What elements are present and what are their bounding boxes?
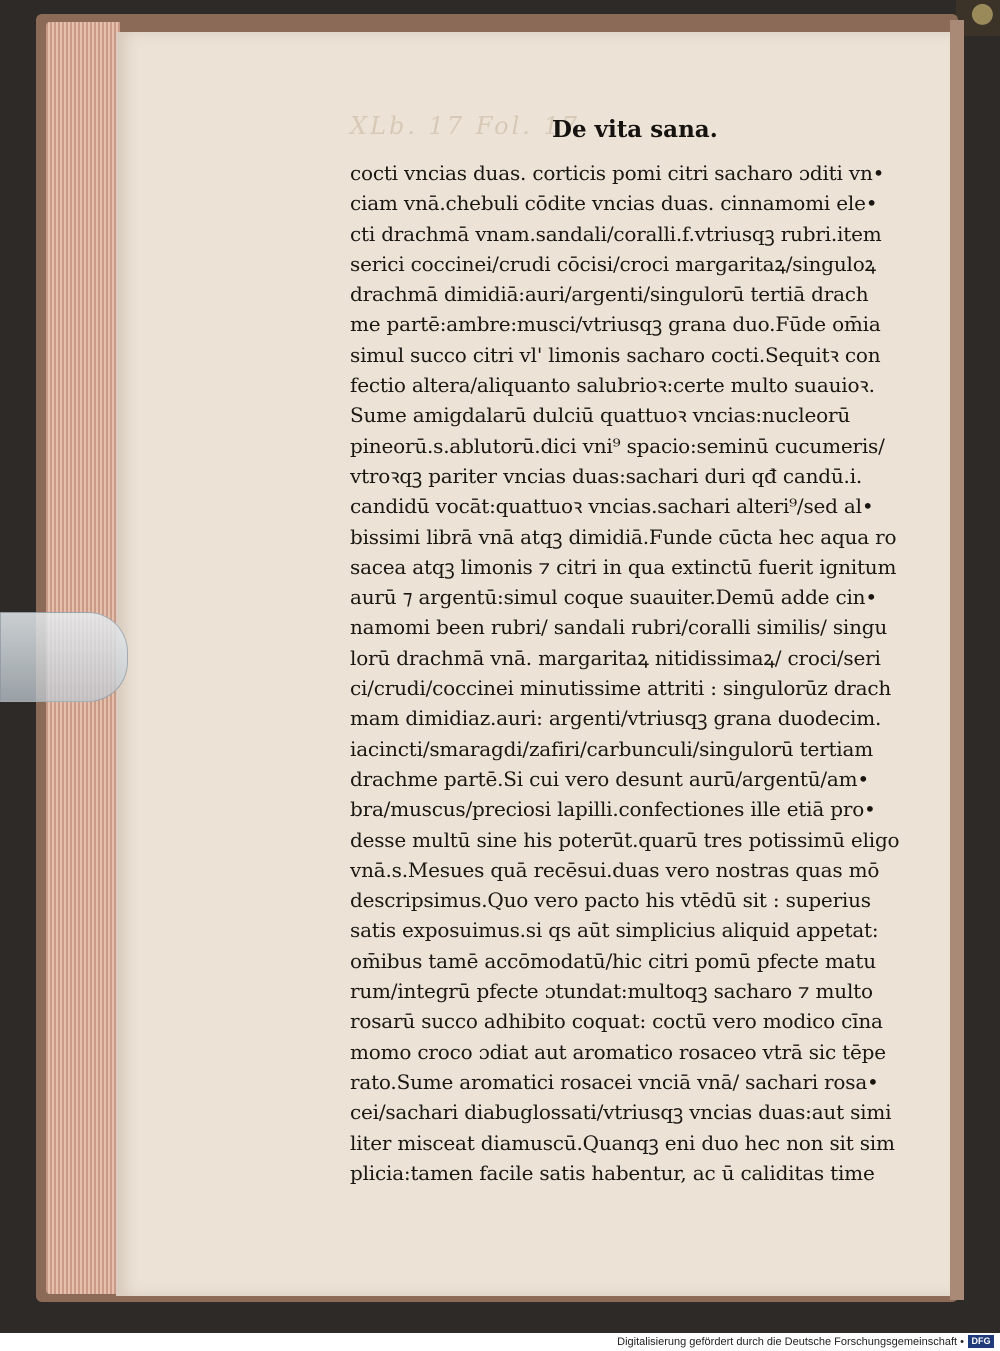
- text-line: mam dimidiaz.auri: argenti/vtriusqꝫ grana duodecim.: [350, 706, 882, 731]
- text-line: desse multū sine his poterūt.quarū tres potissimū eligo: [350, 827, 900, 852]
- text-line: Sume amigdalarū dulciū quattuoꝛ vncias:nucleorū: [350, 403, 851, 428]
- text-line: serici coccinei/crudi cōcisi/croci margaritaꝝ/singuloꝝ: [350, 251, 876, 276]
- text-line: cocti vncias duas. corticis pomi citri sacharo ɔditi vn•: [350, 161, 885, 185]
- text-line: pineorū.s.ablutorū.dici vni⁹ spacio:seminū cucumeris/: [350, 433, 885, 458]
- text-line: ci/crudi/coccinei minutissime attriti : singulorūz drach: [350, 676, 892, 701]
- text-line: drachme partē.Si cui vero desunt aurū/argentū/am•: [350, 766, 870, 791]
- text-line: namomi been rubri/ sandali rubri/coralli similis/ singu: [350, 615, 888, 640]
- text-block: [350, 158, 910, 1188]
- text-line: ciam vnā.chebuli cōdite vncias duas. cinnamomi ele•: [350, 191, 878, 216]
- text-line: momo croco ɔdiat aut aromatico rosaceo vtrā sic tēpe: [350, 1039, 886, 1064]
- text-line: rosarū succo adhibito coquat: coctū vero modico cīna: [350, 1009, 883, 1034]
- funding-note: Digitalisierung gefördert durch die Deutsche Forschungsgemeinschaft •: [617, 1336, 964, 1348]
- text-line: descripsimus.Quo vero pacto his vtēdū sit : superius: [350, 888, 871, 913]
- text-line: om̄ibus tamē accōmodatū/hic citri pomū pfecte matu: [350, 948, 876, 973]
- text-line: lorū drachmā vnā. margaritaꝝ nitidissimaꝝ/ croci/seri: [350, 645, 881, 670]
- folio-show-through: XLb. 17 Fol. 17: [350, 112, 581, 140]
- text-line: cei/sachari diabuglossati/vtriusqꝫ vncias duas:aut simi: [350, 1100, 892, 1125]
- text-line: vnā.s.Mesues quā recēsui.duas vero nostras quas mō: [350, 857, 880, 882]
- text-line: bissimi librā vnā atqꝫ dimidiā.Funde cūcta hec aqua ro: [350, 524, 897, 549]
- running-head: De vita sana.: [552, 116, 718, 143]
- text-line: vtroꝛqꝫ pariter vncias duas:sachari duri qđ candū.i.: [350, 463, 863, 488]
- footer-bar: [0, 1333, 1000, 1351]
- text-line: fectio altera/aliquanto salubrioꝛ:certe multo suauioꝛ.: [350, 373, 875, 398]
- gutter-edge: [950, 20, 964, 1300]
- text-line: me partē:ambre:musci/vtriusqꝫ grana duo.Fūde om̄ia: [350, 312, 881, 337]
- dfg-logo: DFG: [968, 1335, 994, 1348]
- text-line: plicia:tamen facile satis habentur, ac ū caliditas time: [350, 1160, 875, 1185]
- text-line: satis exposuimus.si qs aūt simplicius aliquid appetat:: [350, 918, 879, 943]
- text-line: aurū ⁊ argentū:simul coque suauiter.Demū adde cin•: [350, 585, 877, 610]
- text-line: rato.Sume aromatici rosacei vnciā vnā/ sachari rosa•: [350, 1069, 879, 1094]
- text-line: bra/muscus/preciosi lapilli.confectiones ille etiā pro•: [350, 797, 876, 822]
- text-line: liter misceat diamuscū.Quanqꝫ eni duo hec non sit sim: [350, 1130, 895, 1155]
- page-holder-clip: [0, 612, 128, 702]
- text-line: candidū vocāt:quattuoꝛ vncias.sachari alteri⁹/sed al•: [350, 494, 874, 519]
- text-line: drachmā dimidiā:auri/argenti/singulorū tertiā drach: [350, 282, 869, 307]
- text-line: sacea atqꝫ limonis ⁊ citri in qua extinctū fuerit ignitum: [350, 554, 897, 579]
- text-line: iacincti/smaragdi/zafiri/carbunculi/singulorū tertiam: [350, 736, 873, 761]
- text-line: simul succo citri vl' limonis sacharo cocti.Sequitꝛ con: [350, 342, 881, 367]
- text-line: rum/integrū pfecte ɔtundat:multoqꝫ sacharo ⁊ multo: [350, 979, 873, 1004]
- text-line: cti drachmā vnam.sandali/coralli.f.vtriusqꝫ rubri.item: [350, 221, 882, 246]
